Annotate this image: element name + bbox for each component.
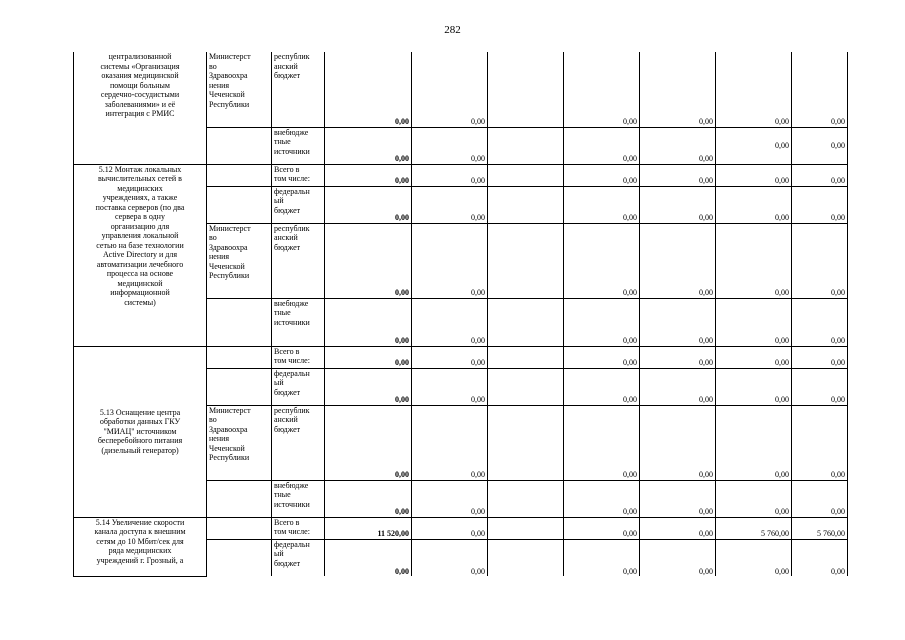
page-number: 282	[444, 24, 461, 36]
value-cell	[488, 223, 564, 298]
value-cell: 0,00	[792, 298, 848, 346]
value-cell: 0,00	[640, 223, 716, 298]
value-cell: 0,00	[640, 368, 716, 405]
value-cell	[488, 480, 564, 517]
value-cell: 0,00	[716, 52, 792, 127]
value-cell: 0,00	[412, 346, 488, 368]
table-row	[74, 346, 848, 368]
value-cell	[488, 298, 564, 346]
value-cell: 0,00	[792, 368, 848, 405]
value-total: 0,00	[325, 127, 412, 164]
funding-source: республик анский бюджет	[272, 223, 325, 298]
value-cell: 0,00	[412, 539, 488, 576]
measure-description: 5.14 Увеличение скорости канала доступа к внешним сетям до 10 Мбит/сек для ряда медицинских учреждений г. Грозный, а	[74, 517, 207, 576]
value-cell: 0,00	[716, 127, 792, 164]
value-total: 0,00	[325, 298, 412, 346]
value-cell: 0,00	[564, 52, 640, 127]
value-total: 0,00	[325, 346, 412, 368]
measure-description: 5.12 Монтаж локальных вычислительных сетей в медицинских учреждениях, а также поставка серверов (по два сервера в одну организацию для управления локальной сетью на базе технологии Active Directory и для автоматизации лечебного процесса на основе медицинской информационной системы)	[74, 164, 207, 346]
table-row	[74, 52, 848, 127]
funding-source: республик анский бюджет	[272, 405, 325, 480]
responsible-org	[207, 186, 272, 223]
value-cell: 5 760,00	[716, 517, 792, 539]
responsible-org: Министерст во Здравоохра нения Чеченской Республики	[207, 52, 272, 127]
value-cell: 0,00	[640, 164, 716, 186]
value-cell: 0,00	[564, 346, 640, 368]
value-cell: 0,00	[792, 405, 848, 480]
value-cell: 0,00	[412, 223, 488, 298]
responsible-org	[207, 298, 272, 346]
measure-description: 5.13 Оснащение центра обработки данных ГКУ "МИАЦ" источником бесперебойного питания (дизельный генератор)	[74, 346, 207, 517]
value-cell: 0,00	[640, 298, 716, 346]
measure-description: централизованной системы «Организация оказания медицинской помощи больным сердечно-сосудистыми заболеваниями» и её интеграция с РМИС	[74, 52, 207, 164]
value-cell: 0,00	[640, 346, 716, 368]
responsible-org	[207, 127, 272, 164]
value-cell: 0,00	[412, 368, 488, 405]
value-cell: 0,00	[640, 517, 716, 539]
value-cell: 0,00	[716, 298, 792, 346]
value-cell	[488, 346, 564, 368]
responsible-org	[207, 368, 272, 405]
table-row	[74, 517, 848, 539]
responsible-org	[207, 480, 272, 517]
value-cell: 0,00	[716, 405, 792, 480]
value-cell: 0,00	[792, 186, 848, 223]
funding-source: Всего в том числе:	[272, 517, 325, 539]
value-cell	[488, 368, 564, 405]
value-cell: 0,00	[792, 127, 848, 164]
value-cell: 0,00	[564, 368, 640, 405]
value-cell: 0,00	[640, 480, 716, 517]
value-cell	[488, 405, 564, 480]
value-cell	[488, 164, 564, 186]
value-total: 0,00	[325, 368, 412, 405]
value-cell: 0,00	[640, 127, 716, 164]
funding-source: Всего в том числе:	[272, 346, 325, 368]
value-cell: 0,00	[716, 368, 792, 405]
value-cell: 0,00	[564, 164, 640, 186]
value-cell: 0,00	[564, 127, 640, 164]
funding-source: внебюдже тные источники	[272, 480, 325, 517]
value-cell: 0,00	[792, 164, 848, 186]
value-cell: 0,00	[716, 223, 792, 298]
value-cell: 0,00	[412, 405, 488, 480]
value-cell: 0,00	[412, 52, 488, 127]
funding-source: Всего в том числе:	[272, 164, 325, 186]
responsible-org	[207, 164, 272, 186]
value-cell: 0,00	[412, 517, 488, 539]
value-cell: 0,00	[716, 346, 792, 368]
value-cell	[488, 52, 564, 127]
value-cell: 0,00	[412, 298, 488, 346]
value-total: 11 520,00	[325, 517, 412, 539]
funding-source: республик анский бюджет	[272, 52, 325, 127]
value-cell: 5 760,00	[792, 517, 848, 539]
value-total: 0,00	[325, 186, 412, 223]
responsible-org: Министерст во Здравоохра нения Чеченской Республики	[207, 223, 272, 298]
value-cell: 0,00	[716, 480, 792, 517]
value-cell	[488, 517, 564, 539]
value-cell	[488, 186, 564, 223]
value-cell: 0,00	[792, 346, 848, 368]
value-cell: 0,00	[564, 186, 640, 223]
value-cell: 0,00	[716, 164, 792, 186]
value-cell: 0,00	[564, 298, 640, 346]
value-total: 0,00	[325, 405, 412, 480]
value-cell: 0,00	[640, 186, 716, 223]
funding-source: федеральн ый бюджет	[272, 539, 325, 576]
value-total: 0,00	[325, 52, 412, 127]
value-cell: 0,00	[412, 164, 488, 186]
funding-source: внебюдже тные источники	[272, 127, 325, 164]
responsible-org: Министерст во Здравоохра нения Чеченской Республики	[207, 405, 272, 480]
value-cell: 0,00	[412, 480, 488, 517]
value-total: 0,00	[325, 480, 412, 517]
value-cell: 0,00	[640, 52, 716, 127]
funding-source: федеральн ый бюджет	[272, 368, 325, 405]
value-cell: 0,00	[564, 405, 640, 480]
value-cell	[488, 539, 564, 576]
value-cell: 0,00	[792, 223, 848, 298]
responsible-org	[207, 517, 272, 539]
table-row	[74, 164, 848, 186]
value-cell: 0,00	[412, 186, 488, 223]
value-cell: 0,00	[564, 480, 640, 517]
value-total: 0,00	[325, 223, 412, 298]
value-cell: 0,00	[564, 517, 640, 539]
responsible-org	[207, 539, 272, 576]
value-cell: 0,00	[412, 127, 488, 164]
value-cell: 0,00	[640, 405, 716, 480]
value-cell: 0,00	[792, 480, 848, 517]
responsible-org	[207, 346, 272, 368]
value-cell: 0,00	[716, 539, 792, 576]
value-cell	[488, 127, 564, 164]
value-cell: 0,00	[792, 52, 848, 127]
value-cell: 0,00	[716, 186, 792, 223]
value-cell: 0,00	[640, 539, 716, 576]
funding-source: федеральн ый бюджет	[272, 186, 325, 223]
value-cell: 0,00	[792, 539, 848, 576]
value-total: 0,00	[325, 164, 412, 186]
budget-table	[73, 52, 848, 577]
value-cell: 0,00	[564, 539, 640, 576]
funding-source: внебюдже тные источники	[272, 298, 325, 346]
value-total: 0,00	[325, 539, 412, 576]
value-cell: 0,00	[564, 223, 640, 298]
